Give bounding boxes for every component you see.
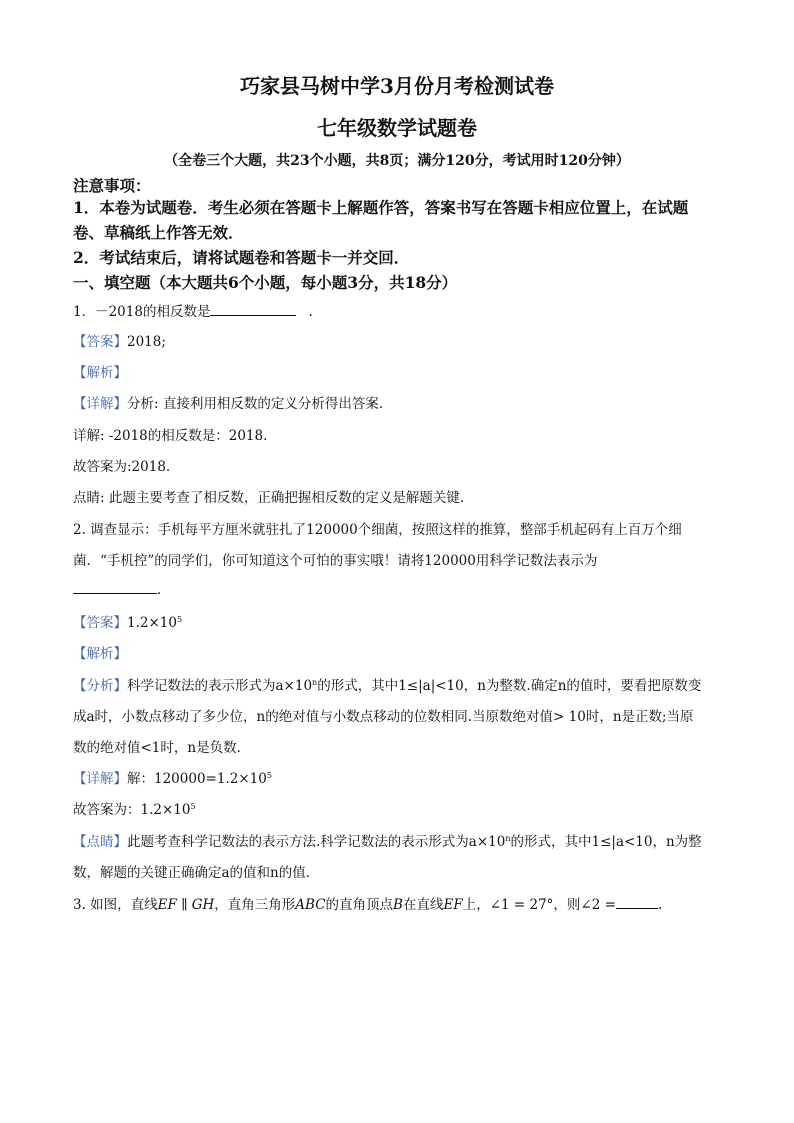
fenxi-label: 【分析】 (73, 678, 127, 694)
dianjing-label: 【点睛】 (73, 834, 127, 850)
exam-info: （全卷三个大题，共23个小题，共8页；满分120分，考试用时120分钟） (164, 153, 630, 169)
q2-fenxi-3: 数的绝对值<1时，n是负数． (73, 740, 251, 756)
notice-heading: 注意事项： (73, 176, 151, 195)
q1-detail-text: 分析: 直接利用相反数的定义分析得出答案. (127, 396, 384, 412)
notice-item-2: 2．考试结束后，请将试题卷和答题卡一并交回． (73, 248, 410, 267)
q1-stem (73, 300, 313, 320)
q3-p5: 上，∠1 = 27°，则∠2 = (462, 897, 616, 913)
page-title: 巧家县马树中学3月份月考检测试卷 (240, 74, 554, 98)
q2-fenxi-2: 成a时，小数点移动了多少位，n的绝对值与小数点移动的位数相同.当原数绝对值> 10时，n是正数;当原 (73, 709, 694, 725)
q2-ans-base: 故答案为：1.2×10 (73, 802, 191, 818)
q1-line-3: 点睛: 此题主要考查了相反数，正确把握相反数的定义是解题关键. (73, 490, 465, 506)
q2-dianjing-1 (73, 830, 702, 850)
q3-end: . (657, 897, 663, 913)
q3-b: B (393, 897, 403, 913)
q3-p1: 3. 如图，直线 (73, 897, 158, 913)
q1-detail (73, 392, 383, 412)
notice-item-1: 1．本卷为试题卷．考生必须在答题卡上解题作答，答案书写在答题卡相应位置上，在试题 (73, 198, 689, 217)
q2-blank (73, 581, 157, 594)
q2-fenxi-1b: 的形式，其中1≤|a|<10，n为整数.确定n的值时，要看把原数变 (317, 678, 702, 694)
q2-dianjing-2: 数，解题的关键正确确定a的值和n的值． (73, 865, 320, 881)
q3-stem (73, 893, 662, 913)
q2-dj-1a: 此题考查科学记数法的表示方法.科学记数法的表示形式为a×10 (127, 834, 506, 850)
q2-dj-1b: 的形式，其中1≤|a<10，n为整 (510, 834, 702, 850)
q3-p3: 的直角顶点 (325, 897, 394, 913)
q2-answer (73, 611, 182, 631)
q3-ef: EF (157, 897, 177, 913)
q3-blank (616, 896, 658, 909)
q3-abc: ABC (295, 897, 326, 913)
notice-item-1-cont: 卷、草稿纸上作答无效． (73, 223, 244, 242)
q1-analysis-label: 【解析】 (73, 365, 127, 381)
q1-stem-text: 1．－2018的相反数是 (73, 304, 211, 320)
q2-stem-end: ． (157, 582, 171, 598)
q2-stem-2: 菌．“手机控”的同学们，你可知道这个可怕的事实哦！请将120000用科学记数法表示为 (73, 553, 598, 569)
q2-dj-exp: n (505, 834, 511, 843)
page-subtitle: 七年级数学试题卷 (317, 116, 477, 140)
q2-detail (73, 767, 272, 787)
q1-line-2: 故答案为:2018. (73, 459, 171, 475)
q2-detail-exp: 5 (266, 771, 272, 780)
q2-ans-exp: 5 (190, 802, 196, 811)
q3-parallel: ∥ (176, 897, 192, 913)
q1-stem-end: . (308, 304, 313, 320)
q2-fenxi-exp: n (312, 678, 318, 687)
section-heading: 一、填空题（本大题共6个小题，每小题3分，共18分） (73, 273, 458, 292)
q1-answer-text: 2018; (127, 334, 166, 350)
answer-label: 【答案】 (73, 334, 127, 350)
q2-stem-3 (73, 578, 171, 598)
q2-answer-exp: 5 (176, 615, 183, 624)
answer-label: 【答案】 (73, 615, 127, 631)
q1-line-1: 详解: -2018的相反数是：2018. (73, 428, 268, 444)
q3-p2: ，直角三角形 (214, 897, 296, 913)
q1-answer (73, 330, 166, 350)
detail-label: 【详解】 (73, 396, 127, 412)
q2-final-answer (73, 798, 196, 818)
q2-fenxi-1a: 科学记数法的表示形式为a×10 (127, 678, 313, 694)
q1-blank (210, 303, 296, 316)
q2-analysis-label: 【解析】 (73, 646, 127, 662)
q3-ef2: EF (443, 897, 463, 913)
q2-fenxi-1 (73, 674, 701, 694)
q2-detail-base: 解：120000=1.2×10 (127, 771, 267, 787)
q3-gh: GH (191, 897, 215, 913)
q3-p4: 在直线 (402, 897, 444, 913)
q2-answer-base: 1.2×10 (127, 615, 177, 631)
detail-label: 【详解】 (73, 771, 127, 787)
q2-stem-1: 2. 调查显示：手机每平方厘米就驻扎了120000个细菌，按照这样的推算，整部手机起码有上百万个细 (73, 522, 682, 538)
